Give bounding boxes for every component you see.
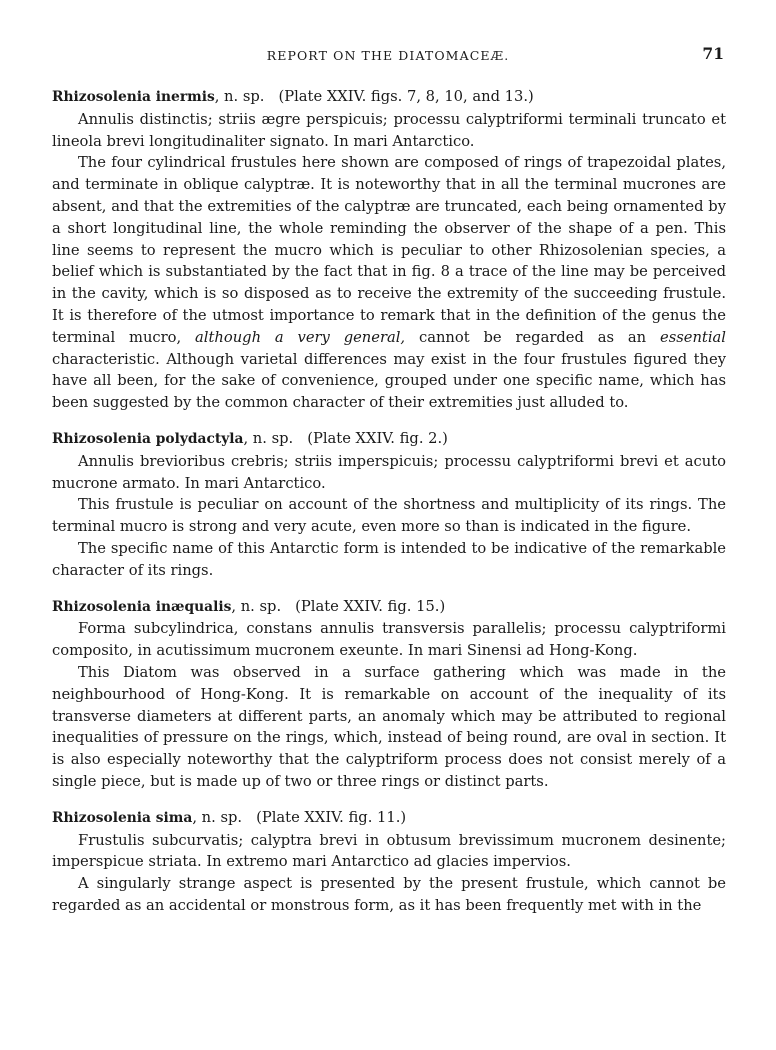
entry-heading xyxy=(52,596,726,619)
taxon-name: Rhizosolenia polydactyla xyxy=(52,430,244,447)
description-text: The four cylindrical frustules here shown are composed of rings of trapezoidal plates, and terminate in oblique calyptræ. It is noteworthy that in all the terminal mucrones are absent, and that the extremities of the calyptræ are truncated, each being ornamented by a short longitudinal line, the whole reminding the observer of the shape of a pen. This line seems to represent the mucro which is peculiar to other Rhizosolenian species, a belief which is substantiated by the fact that in fig. 8 a trace of the line may be perceived in the cavity, which is so disposed as to receive the extremity of the succeeding frustule. It is therefore of the utmost importance to remark that in the definition of the genus the terminal mucro, xyxy=(52,154,726,346)
plate-reference: (Plate XXIV. fig. 15.) xyxy=(295,597,446,615)
latin-diagnosis: Forma subcylindrica, constans annulis transversis parallelis; processu calyptriformi composito, in acutissimum mucronem exeunte. In mari Sinensi ad Hong-Kong. xyxy=(52,620,726,660)
description-paragraph: This frustule is peculiar on account of the shortness and multiplicity of its rings. The terminal mucro is strong and very acute, even more so than is indicated in the figure. xyxy=(52,496,726,536)
species-entry-inermis xyxy=(52,86,726,414)
emphasis-text: although a very general, xyxy=(195,328,406,346)
running-title: REPORT ON THE DIATOMACEÆ. xyxy=(266,48,510,63)
description-paragraph: The specific name of this Antarctic form is intended to be indicative of the remarkable character of its rings. xyxy=(52,539,726,579)
page-body xyxy=(52,86,726,931)
plate-reference: (Plate XXIV. fig. 11.) xyxy=(256,808,407,826)
taxon-name: Rhizosolenia sima xyxy=(52,809,193,826)
latin-diagnosis: Annulis brevioribus crebris; striis imperspicuis; processu calyptriformi brevi et acuto mucrone armato. In mari Antarctico. xyxy=(52,452,726,492)
entry-heading xyxy=(52,807,726,830)
species-entry-inaequalis xyxy=(52,596,726,793)
description-paragraph: A singularly strange aspect is presented by the present frustule, which cannot be regarded as an accidental or monstrous form, as it has been frequently met with in the xyxy=(52,875,726,914)
latin-diagnosis: Frustulis subcurvatis; calyptra brevi in obtusum brevissimum mucronem desinente; imperspicue striata. In extremo mari Antarctico ad glacies impervios. xyxy=(52,831,726,871)
description-text: characteristic. Although varietal differences may exist in the four frustules figured they have all been, for the sake of convenience, grouped under one specific name, which has been suggested by the common character of their extremities just alluded to. xyxy=(52,350,726,412)
entry-heading xyxy=(52,428,726,451)
taxon-name: Rhizosolenia inermis xyxy=(52,89,215,105)
species-entry-sima xyxy=(52,807,726,917)
taxon-designation: , n. sp. xyxy=(231,597,282,615)
taxon-designation: , n. sp. xyxy=(214,88,265,105)
latin-diagnosis: Annulis distinctis; striis ægre perspicuis; processu calyptriformi terminali truncato et lineola brevi longitudinaliter signato. In mari Antarctico. xyxy=(52,110,726,150)
plate-reference: (Plate XXIV. figs. 7, 8, 10, and 13.) xyxy=(278,88,534,105)
taxon-name: Rhizosolenia inæqualis xyxy=(52,598,232,615)
description-paragraph: This Diatom was observed in a surface gathering which was made in the neighbourhood of Hong-Kong. It is remarkable on account of the inequality of its transverse diameters at different parts, an anomaly which may be attributed to regional inequalities of pressure on the rings, which, instead of being round, are oval in section. It is also especially noteworthy that the calyptriform process does not consist merely of a single piece, but is made up of two or three rings or distinct parts. xyxy=(52,663,726,790)
description-paragraph xyxy=(52,152,726,414)
emphasis-text: essential xyxy=(660,328,726,346)
running-head xyxy=(0,44,776,68)
entry-heading xyxy=(52,86,726,109)
plate-reference: (Plate XXIV. fig. 2.) xyxy=(307,429,448,447)
taxon-designation: , n. sp. xyxy=(243,429,294,447)
page-number: 71 xyxy=(702,44,724,63)
description-text: cannot be regarded as an xyxy=(418,328,647,346)
species-entry-polydactyla xyxy=(52,428,726,582)
taxon-designation: , n. sp. xyxy=(192,808,243,826)
